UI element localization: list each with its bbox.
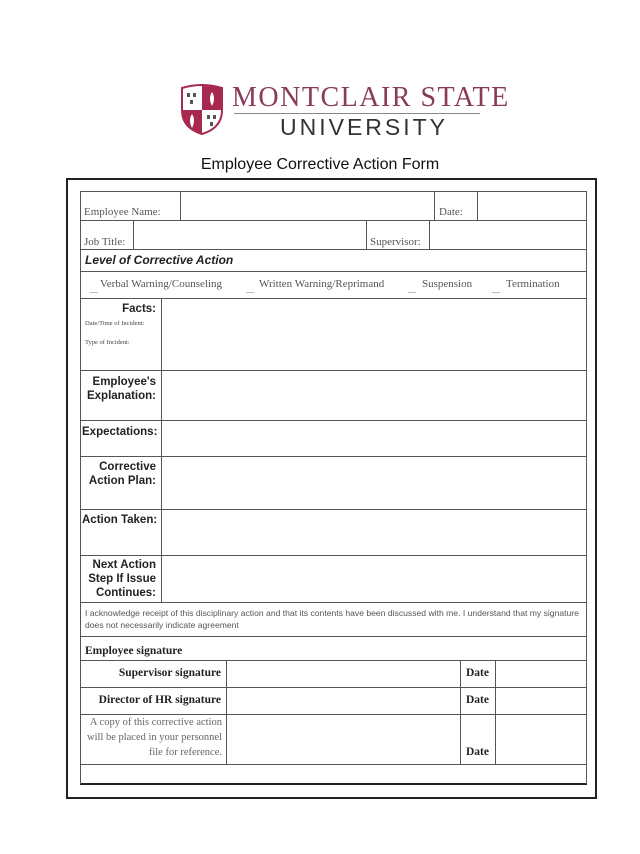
employee-name-label: Employee Name: (84, 206, 161, 218)
director-hr-date-field[interactable] (496, 688, 585, 713)
facts-field[interactable] (162, 299, 585, 369)
type-incident-label: Type of Incident: (85, 339, 130, 346)
option-termination[interactable]: Termination (506, 278, 560, 290)
corrective-action-plan-label: Corrective Action Plan: (88, 461, 156, 487)
director-hr-date-label: Date (466, 694, 489, 706)
expectations-field[interactable] (162, 421, 585, 455)
level-heading: Level of Corrective Action (85, 253, 234, 267)
supervisor-field[interactable] (430, 221, 585, 248)
facts-label: Facts: (122, 303, 156, 315)
written-warning-checkbox[interactable] (246, 292, 254, 293)
option-suspension[interactable]: Suspension (422, 278, 473, 290)
acknowledgement-text: I acknowledge receipt of this disciplinary action and that its contents have been discussed with me. I understand that my signature does not necessarily indicate agreement (85, 608, 579, 630)
date-label: Date: (439, 206, 463, 218)
termination-checkbox[interactable] (492, 292, 500, 293)
next-action-field[interactable] (162, 556, 585, 601)
institution-name: MONTCLAIR STATE (232, 82, 510, 113)
supervisor-date-label: Date (466, 667, 489, 679)
employee-name-field[interactable] (181, 192, 433, 219)
explanation-field[interactable] (162, 371, 585, 419)
copy-note: A copy of this corrective action will be placed in your personnel file for reference. (86, 717, 222, 758)
supervisor-signature-label: Supervisor signature (118, 667, 221, 679)
supervisor-label: Supervisor: (370, 236, 421, 248)
supervisor-signature-field[interactable] (227, 661, 459, 686)
option-written-warning[interactable]: Written Warning/Reprimand (259, 278, 385, 290)
expectations-label: Expectations: (82, 426, 158, 438)
employee-signature-field[interactable] (227, 715, 459, 763)
employee-signature-label: Employee signature (85, 645, 183, 657)
date-field[interactable] (478, 192, 585, 219)
institution-subtitle: UNIVERSITY (280, 114, 449, 140)
form-title: Employee Corrective Action Form (200, 156, 440, 173)
action-taken-field[interactable] (162, 510, 585, 554)
job-title-field[interactable] (134, 221, 365, 248)
verbal-warning-checkbox[interactable] (90, 292, 98, 293)
job-title-label: Job Title: (84, 236, 126, 248)
corrective-action-plan-field[interactable] (162, 457, 585, 508)
employee-date-field[interactable] (496, 715, 585, 763)
director-hr-signature-field[interactable] (227, 688, 459, 713)
employee-date-label: Date (466, 746, 489, 758)
suspension-checkbox[interactable] (408, 292, 416, 293)
option-verbal-warning[interactable]: Verbal Warning/Counseling (100, 278, 223, 290)
explanation-label: Employee's Explanation: (86, 376, 156, 402)
action-taken-label: Action Taken: (82, 514, 158, 526)
university-shield-logo (180, 84, 224, 136)
next-action-label: Next Action Step If Issue Continues: (88, 559, 156, 599)
supervisor-date-field[interactable] (496, 661, 585, 686)
director-hr-signature-label: Director of HR signature (98, 694, 221, 706)
date-time-incident-label: Date/Time of Incident: (85, 320, 145, 327)
